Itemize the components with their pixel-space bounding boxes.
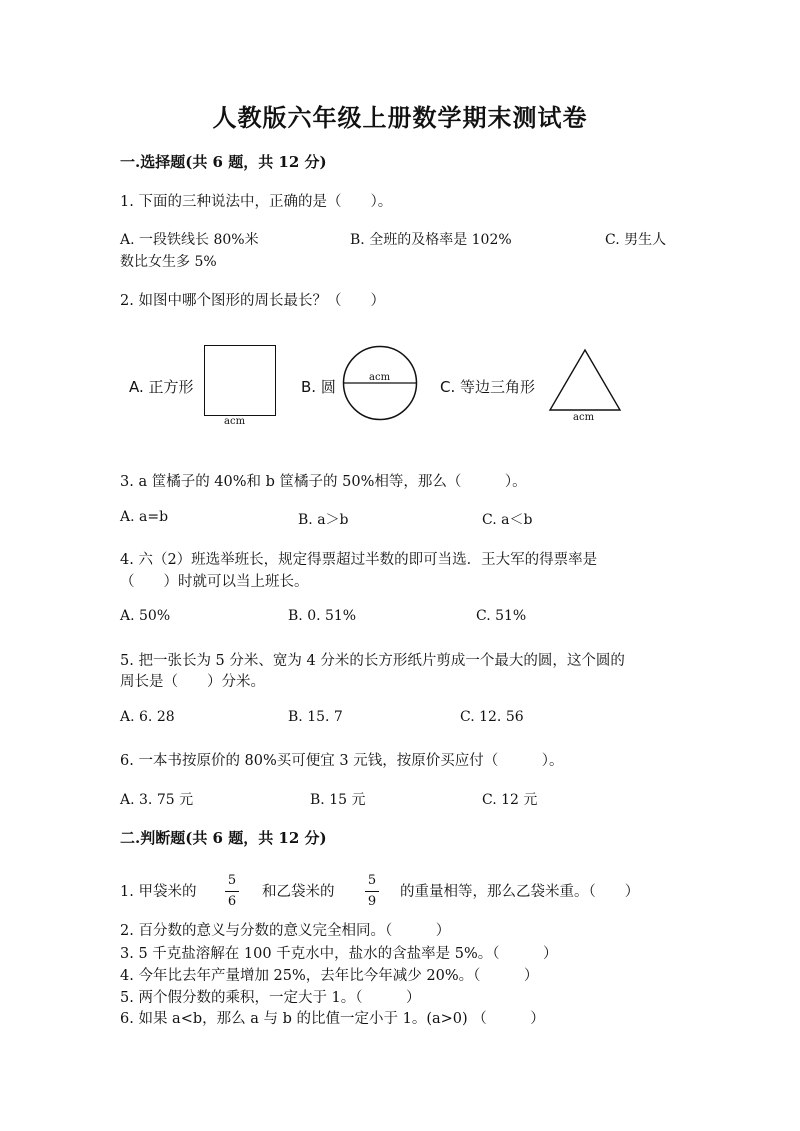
judgement-1-part1: 1. 甲袋米的 xyxy=(120,884,197,900)
fraction-five-sixths xyxy=(222,873,242,910)
fraction-five-ninths xyxy=(362,873,382,910)
question-1-stem: 1. 下面的三种说法中，正确的是（ ）。 xyxy=(120,194,393,210)
question-1-option-b: B. 全班的及格率是 102% xyxy=(350,232,512,248)
question-1-option-c: C. 男生人 xyxy=(605,232,667,248)
question-4-stem-line2: （ ）时就可以当上班长。 xyxy=(120,574,309,590)
judgement-1-part2: 和乙袋米的 xyxy=(262,884,335,900)
question-4-option-b: B. 0. 51% xyxy=(288,608,357,624)
square-shape xyxy=(204,345,276,416)
section-heading-judgement: 二.判断题(共 6 题，共 12 分) xyxy=(120,829,327,847)
question-4-option-c: C. 51% xyxy=(476,608,527,624)
circle-shape xyxy=(342,345,418,421)
fraction-1-denominator: 6 xyxy=(227,894,237,909)
figure-square-label: A. 正方形 xyxy=(129,378,194,396)
question-4-option-a: A. 50% xyxy=(120,608,171,624)
question-5-option-b: B. 15. 7 xyxy=(288,709,343,725)
question-3-option-c: C. a＜b xyxy=(482,512,533,528)
figure-circle-label: B. 圆 xyxy=(301,378,336,396)
question-3-option-a: A. a=b xyxy=(120,509,169,525)
fraction-1-bar xyxy=(225,891,239,892)
figure-triangle-label: C. 等边三角形 xyxy=(440,378,536,396)
circle-diameter-label: acm xyxy=(369,372,391,383)
triangle-shape xyxy=(548,348,622,412)
fraction-2-numerator: 5 xyxy=(367,873,377,888)
judgement-5: 5. 两个假分数的乘积，一定大于 1。（ ） xyxy=(120,990,421,1006)
question-5-option-c: C. 12. 56 xyxy=(460,709,524,725)
fraction-2-bar xyxy=(365,891,379,892)
question-1-option-a: A. 一段铁线长 80%米 xyxy=(120,232,259,248)
question-6-option-a: A. 3. 75 元 xyxy=(120,792,194,808)
question-3-stem: 3. a 筐橘子的 40%和 b 筐橘子的 50%相等，那么（ ）。 xyxy=(120,474,527,490)
section-heading-choice: 一.选择题(共 6 题，共 12 分) xyxy=(120,153,327,171)
question-3-option-b: B. a＞b xyxy=(298,512,349,528)
question-1-option-c-continued: 数比女生多 5% xyxy=(120,254,217,270)
judgement-2: 2. 百分数的意义与分数的意义完全相同。（ ） xyxy=(120,923,451,939)
judgement-6: 6. 如果 a<b，那么 a 与 b 的比值一定小于 1。(a>0) （ ） xyxy=(120,1011,545,1027)
judgement-1-part3: 的重量相等，那么乙袋米重。（ ） xyxy=(400,884,640,900)
question-6-stem: 6. 一本书按原价的 80%买可便宜 3 元钱，按原价买应付（ ）。 xyxy=(120,753,564,769)
question-4-stem-line1: 4. 六（2）班选举班长，规定得票超过半数的即可当选．王大军的得票率是 xyxy=(120,552,598,568)
square-dimension-label: acm xyxy=(224,416,246,427)
page-title: 人教版六年级上册数学期末测试卷 xyxy=(212,103,588,132)
question-5-option-a: A. 6. 28 xyxy=(120,709,175,725)
question-5-stem-line1: 5. 把一张长为 5 分米、宽为 4 分米的长方形纸片剪成一个最大的圆，这个圆的 xyxy=(120,653,625,669)
question-6-option-c: C. 12 元 xyxy=(482,792,538,808)
judgement-4: 4. 今年比去年产量增加 25%，去年比今年减少 20%。（ ） xyxy=(120,968,539,984)
triangle-side-label: acm xyxy=(573,412,595,423)
fraction-1-numerator: 5 xyxy=(227,873,237,888)
question-6-option-b: B. 15 元 xyxy=(310,792,366,808)
question-2-stem: 2. 如图中哪个图形的周长最长？（ ） xyxy=(120,293,385,309)
judgement-3: 3. 5 千克盐溶解在 100 千克水中，盐水的含盐率是 5%。（ ） xyxy=(120,946,558,962)
fraction-2-denominator: 9 xyxy=(367,894,377,909)
question-5-stem-line2: 周长是（ ）分米。 xyxy=(120,674,265,690)
